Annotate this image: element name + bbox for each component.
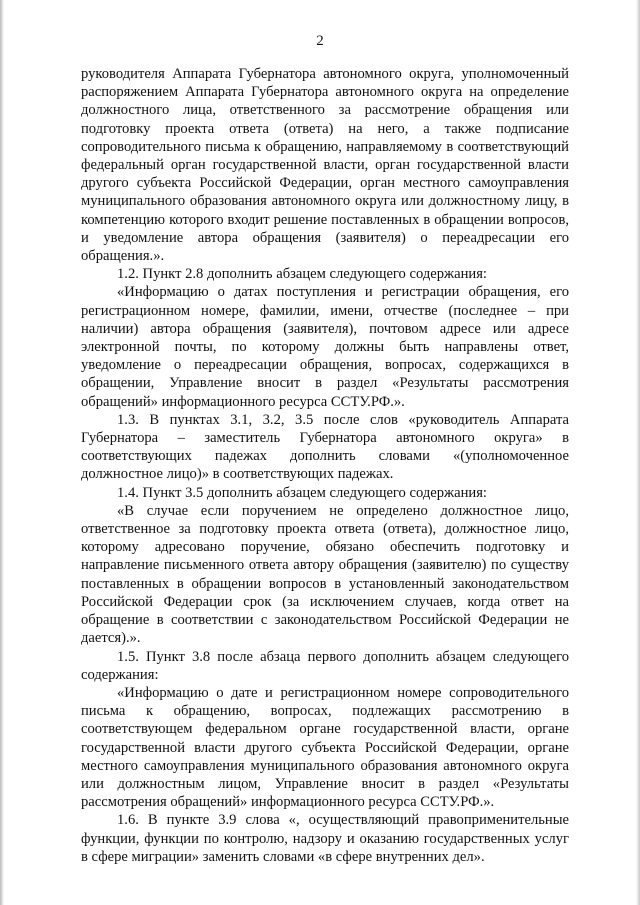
paragraph-item-1-2-quote: «Информацию о датах поступления и регистрации обращения, его регистрационном номере, фамилии, имени, отчестве (последнее – при наличии) автора обращения (заявителя), почтовом адресе или адресе электронной почты, по которому должны быть направлены ответ, уведомление о переадресации обращения, вопросах, содержащихся в обращении, Управление вносит в раздел «Результаты рассмотрения обращений» информационного ресурса ССТУ.РФ.». [81,284,569,410]
paragraph-item-1-5-quote: «Информацию о дате и регистрационном номере сопроводительного письма к обращению, вопросах, подлежащих рассмотрению в соответствующем федеральном органе государственной власти, органе государственной власти другого субъекта Российской Федерации, органе местного самоуправления муниципального образования автономного округа или должностным лицом, Управление вносит в раздел «Результаты рассмотрения обращений» информационного ресурса ССТУ.РФ.». [81,684,569,811]
paragraph-item-1-5: 1.5. Пункт 3.8 после абзаца первого дополнить абзацем следующего содержания: [81,648,569,683]
paragraph-item-1-4: 1.4. Пункт 3.5 дополнить абзацем следующего содержания: [117,484,487,501]
paragraph-item-1-3: 1.3. В пунктах 3.1, 3.2, 3.5 после слов «руководитель Аппарата Губернатора – заместитель Губернатора автономного округа» в соответствующих падежах дополнить словами «(уполномоченное должностное лицо)» в соответствующих падежах. [81,411,569,483]
paragraph-continuation: руководителя Аппарата Губернатора автономного округа, уполномоченный распоряжением Аппарата Губернатора автономного округа на определение должностного лица, ответственного за рассмотрение обращения или подготовку проекта ответа (ответа) на него, а также подписание сопроводительного письма к обращению, направляемому в соответствующий федеральный орган государственной власти, орган государственной власти другого субъекта Российской Федерации, орган местного самоуправления муниципального образования автономного округа или должностному лицу, в компетенцию которого входит решение поставленных в обращении вопросов, и уведомление автора обращения (заявителя) о переадресации его обращения.». [81,66,569,265]
paragraph-item-1-2: 1.2. Пункт 2.8 дополнить абзацем следующего содержания: [117,266,487,283]
scan-edge-right [636,0,640,905]
document-body [81,65,569,866]
scan-edge-left [0,0,4,905]
paragraph-item-1-6: 1.6. В пункте 3.9 слова «, осуществляющий правоприменительные функции, функции по контролю, надзору и оказанию государственных услуг в сфере миграции» заменить словами «в сфере внутренних дел». [81,812,569,865]
paragraph-item-1-4-quote: «В случае если поручением не определено должностное лицо, ответственное за подготовку проекта ответа (ответа), должностное лицо, которому адресовано поручение, обязано обеспечить подготовку и направление письменного ответа автору обращения (заявителю) по существу поставленных в обращении вопросов в установленный законодательством Российской Федерации срок (за исключением случаев, когда ответ на обращение в соответствии с законодательством Российской Федерации не дается).». [81,502,569,647]
page-number: 2 [316,33,324,49]
